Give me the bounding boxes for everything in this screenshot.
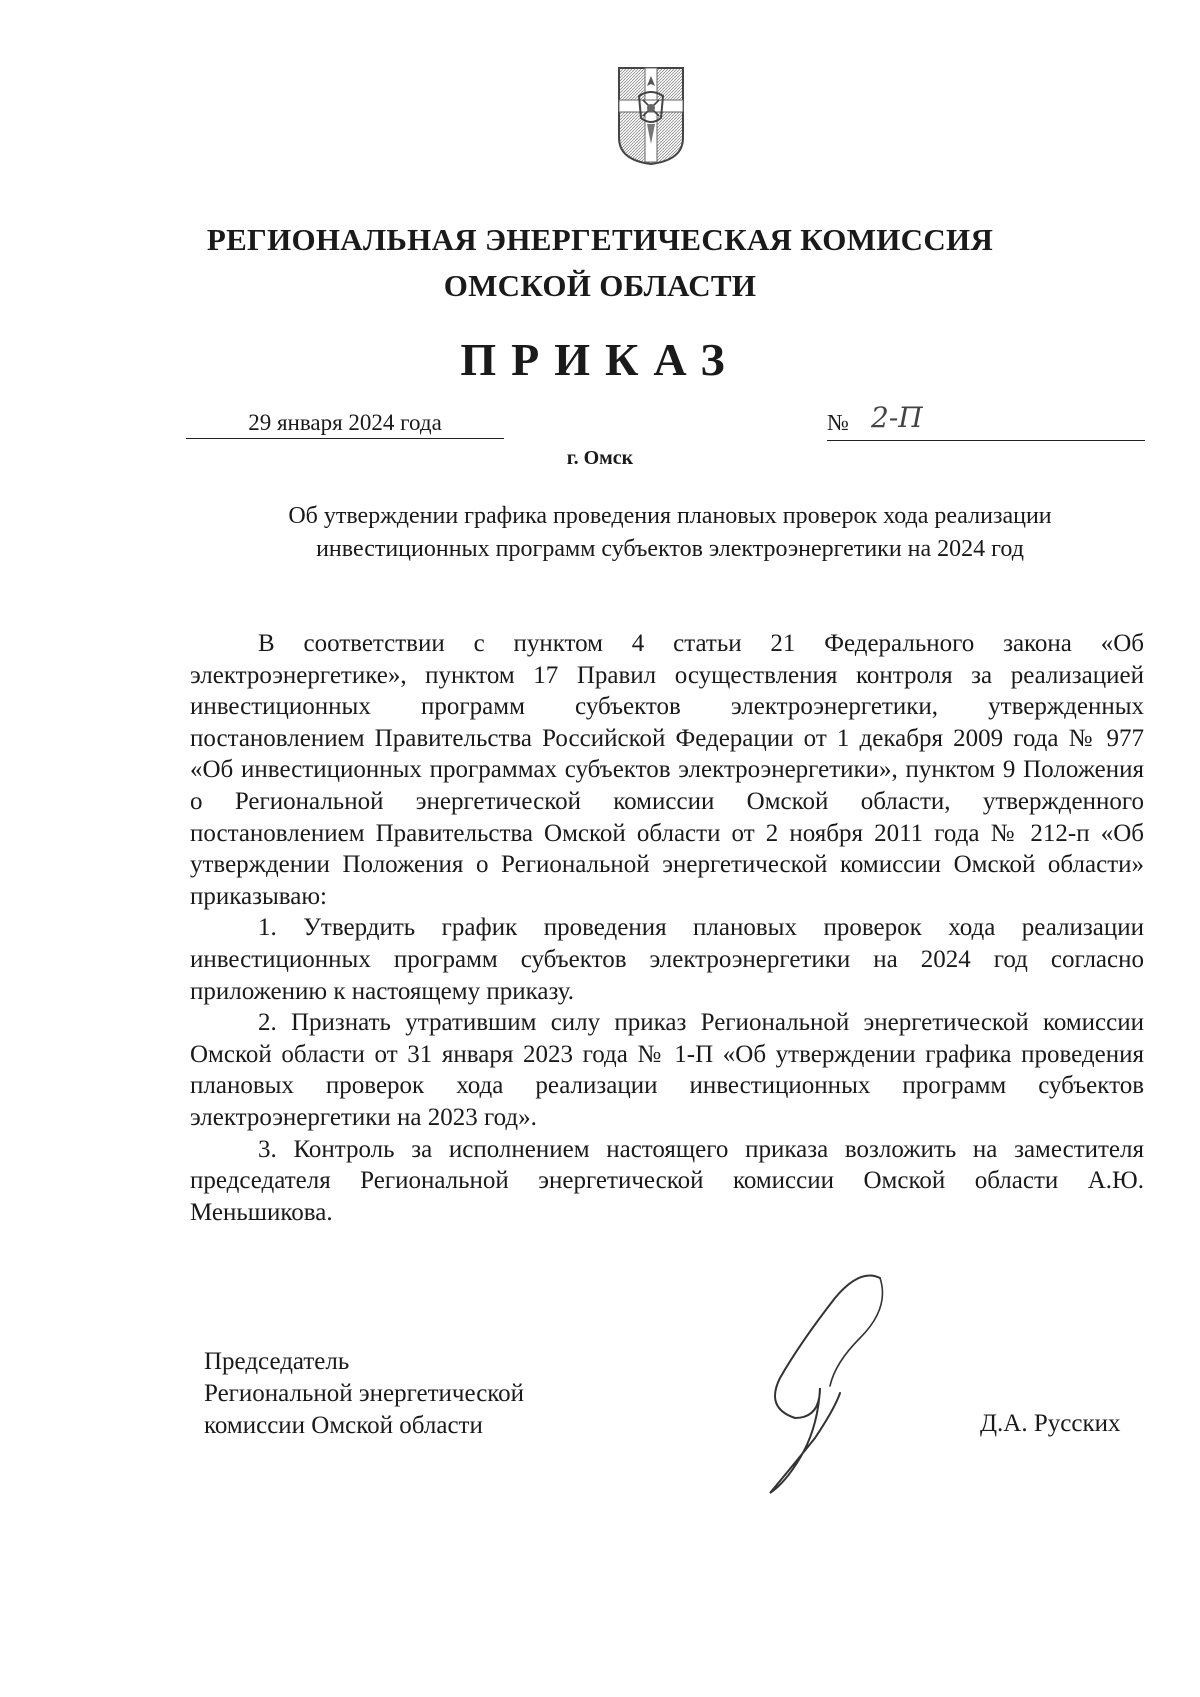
organization-name-line1: РЕГИОНАЛЬНАЯ ЭНЕРГЕТИЧЕСКАЯ КОМИССИЯ — [206, 222, 994, 257]
signatory-title-line3: комиссии Омской области — [204, 1412, 483, 1439]
document-date: 29 января 2024 года — [248, 410, 442, 435]
signatory-title-line2: Региональной энергетической — [204, 1380, 525, 1407]
coat-of-arms-icon — [617, 66, 685, 166]
signatory-title — [204, 1346, 524, 1442]
preamble-paragraph: В соответствии с пунктом 4 статьи 21 Федерального закона «Об электроэнергетике», пунктом 17 Правил осуществления контроля за реализацией инвестиционных программ субъектов электроэнергетики, утвержденных постановлением Правительства Российской Федерации от 1 декабря 2009 года № 977 «Об инвестиционных программах субъектов электроэнергетики», пунктом 9 Положения о Региональной энергетической комиссии Омской области, утвержденного постановлением Правительства Омской области от 2 ноября 2011 года № 212-п «Об утверждении Положения о Региональной энергетической комиссии Омской области» приказываю: — [190, 630, 1144, 910]
handwritten-signature-icon — [740, 1268, 890, 1498]
order-item-3: 3. Контроль за исполнением настоящего приказа возложить на заместителя председателя Региональной энергетической комиссии Омской области А.Ю. Меньшикова. — [190, 1135, 1144, 1226]
organization-name-line2: ОМСКОЙ ОБЛАСТИ — [443, 268, 757, 303]
subject-line2: инвестиционных программ субъектов электроэнергетики на 2024 год — [316, 536, 1024, 562]
document-subject — [190, 500, 1150, 566]
number-sign: № — [827, 410, 849, 435]
signatory-name: Д.А. Русских — [980, 1410, 1121, 1437]
order-item-1: 1. Утвердить график проведения плановых проверок хода реализации инвестиционных программ субъектов электроэнергетики на 2024 год согласно приложению к настоящему приказу. — [190, 914, 1144, 1005]
subject-line1: Об утверждении графика проведения плановых проверок хода реализации — [288, 503, 1052, 529]
document-city: г. Омск — [566, 447, 634, 469]
signatory-title-line1: Председатель — [204, 1348, 350, 1375]
document-number-field — [827, 401, 1145, 441]
document-type-title: ПРИКАЗ — [460, 334, 740, 385]
order-item-2: 2. Признать утратившим силу приказ Региональной энергетической комиссии Омской области от 31 января 2023 года № 1-П «Об утверждении графика проведения плановых проверок хода реализации инвестиционных программ субъектов электроэнергетики на 2023 год». — [190, 1009, 1144, 1131]
document-body — [190, 628, 1144, 1228]
handwritten-number: 2-П — [871, 401, 923, 434]
document-date-field — [186, 410, 504, 439]
